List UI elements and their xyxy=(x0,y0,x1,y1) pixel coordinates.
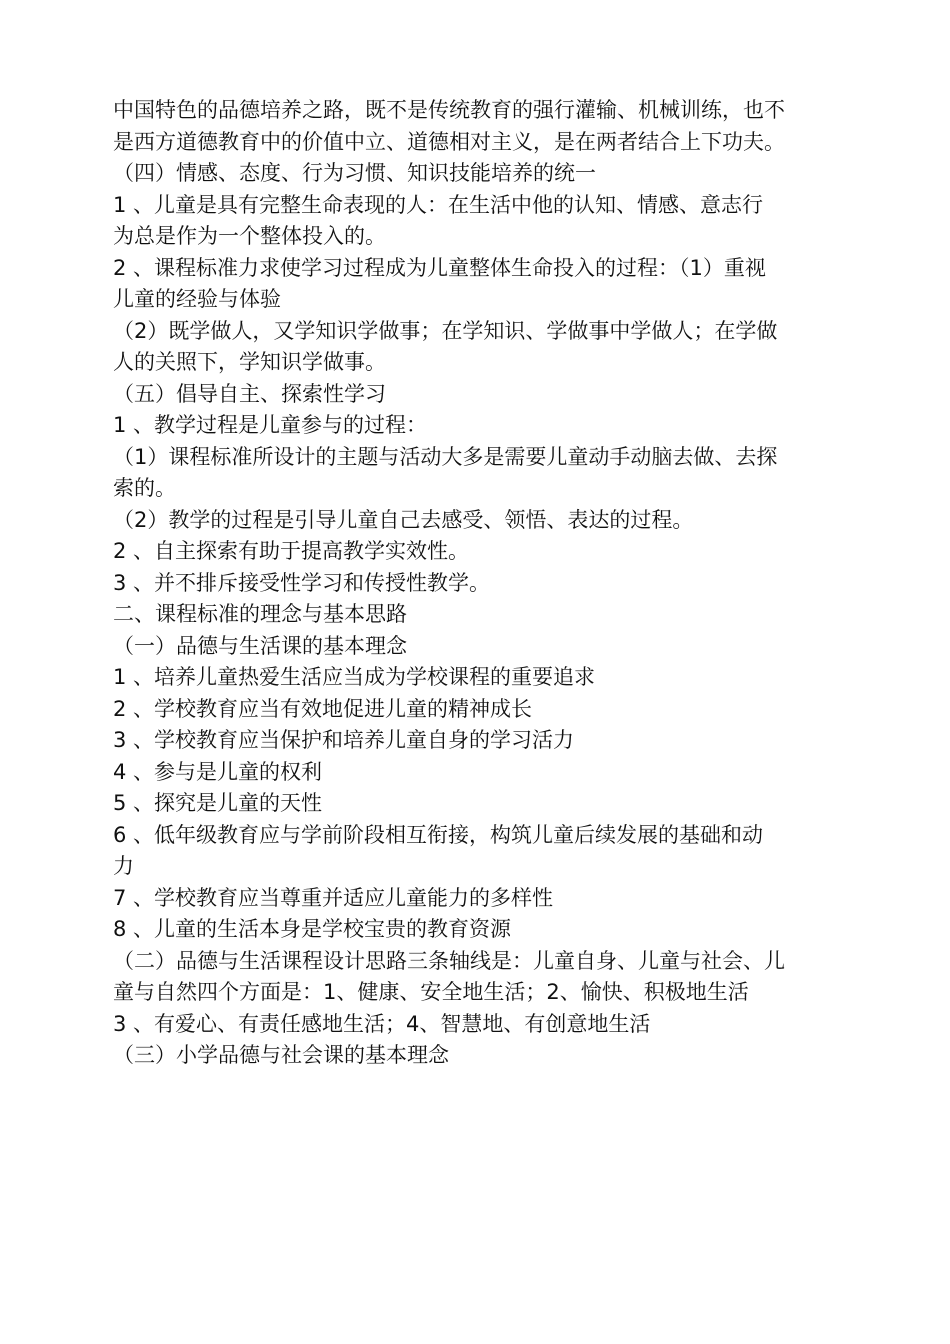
text-line: 力 xyxy=(113,854,134,878)
list-item: 5 、探究是儿童的天性 xyxy=(113,791,323,815)
section-heading: （一）品德与生活课的基本理念 xyxy=(113,633,407,658)
text-line: 儿童的经验与体验 xyxy=(113,287,281,311)
list-item: （1）课程标准所设计的主题与活动大多是需要儿童动手动脑去做、去探 xyxy=(113,444,778,469)
list-item: 4 、参与是儿童的权利 xyxy=(113,759,323,784)
text-line: 索的。 xyxy=(113,476,176,500)
text-line: 是西方道德教育中的价值中立、道德相对主义，是在两者结合上下功夫。 xyxy=(113,129,785,154)
section-heading: 二、课程标准的理念与基本思路 xyxy=(113,602,407,626)
list-item: 3 、并不排斥接受性学习和传授性教学。 xyxy=(113,570,491,595)
list-item: （2）既学做人，又学知识学做事；在学知识、学做事中学做人；在学做 xyxy=(113,318,778,343)
text-line: 中国特色的品德培养之路，既不是传统教育的强行灌输、机械训练，也不 xyxy=(113,98,785,122)
document-body xyxy=(113,95,873,1072)
list-item: 2 、学校教育应当有效地促进儿童的精神成长 xyxy=(113,696,533,721)
list-item: 1 、培养儿童热爱生活应当成为学校课程的重要追求 xyxy=(113,665,596,689)
text-line: 童与自然四个方面是：1、健康、安全地生活；2、愉快、积极地生活 xyxy=(113,980,749,1004)
list-item: 8 、儿童的生活本身是学校宝贵的教育资源 xyxy=(113,917,512,941)
list-item: 2 、课程标准力求使学习过程成为儿童整体生命投入的过程：（1）重视 xyxy=(113,255,766,280)
list-item: 3 、有爱心、有责任感地生活；4、智慧地、有创意地生活 xyxy=(113,1011,651,1036)
list-item: 6 、低年级教育应与学前阶段相互衔接，构筑儿童后续发展的基础和动 xyxy=(113,822,764,847)
list-item: 7 、学校教育应当尊重并适应儿童能力的多样性 xyxy=(113,885,554,910)
list-item: 1 、教学过程是儿童参与的过程： xyxy=(113,413,428,437)
section-heading: （五）倡导自主、探索性学习 xyxy=(113,381,386,406)
list-item: 3 、学校教育应当保护和培养儿童自身的学习活力 xyxy=(113,728,575,752)
text-line: 为总是作为一个整体投入的。 xyxy=(113,224,386,248)
section-heading: （四）情感、态度、行为习惯、知识技能培养的统一 xyxy=(113,161,596,185)
section-heading: （三）小学品德与社会课的基本理念 xyxy=(113,1043,449,1067)
text-line: 人的关照下，学知识学做事。 xyxy=(113,350,386,374)
section-heading: （二）品德与生活课程设计思路三条轴线是：儿童自身、儿童与社会、儿 xyxy=(113,948,785,973)
list-item: 1 、儿童是具有完整生命表现的人：在生活中他的认知、情感、意志行 xyxy=(113,192,764,217)
list-item: 2 、自主探索有助于提高教学实效性。 xyxy=(113,539,470,563)
list-item: （2）教学的过程是引导儿童自己去感受、领悟、表达的过程。 xyxy=(113,507,694,532)
